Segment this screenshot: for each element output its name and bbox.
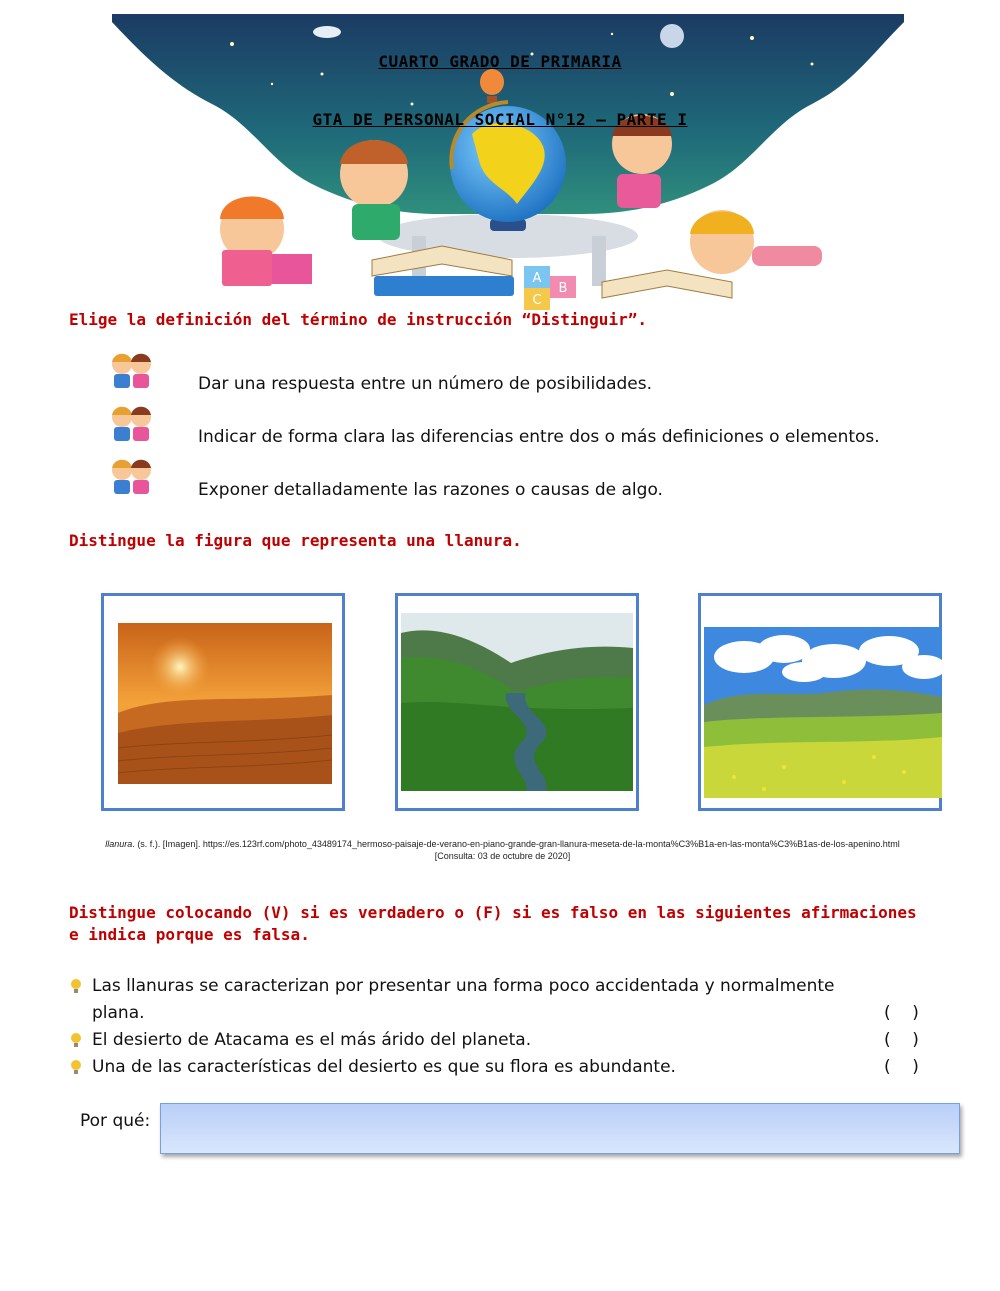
image-credit [95,838,910,862]
plain-image-card[interactable] [698,593,942,811]
block-letter-c: C [532,293,542,308]
question1-title: Elige la definición del término de instrucción “Distinguir”. [69,310,647,329]
guide-title: GTA DE PERSONAL SOCIAL N°12 – PARTE I [312,110,688,129]
statement3-text: Una de las características del desierto es que su flora es abundante. [92,1057,676,1077]
statement1-line2: plana. [92,1003,145,1023]
jungle-photo [401,613,633,791]
option3-text[interactable]: Exponer detalladamente las razones o causas de algo. [198,480,663,500]
option2-kids-icon[interactable] [108,401,156,443]
jungle-river-image-card[interactable] [395,593,639,811]
why-answer-input[interactable] [160,1103,960,1154]
option2-text[interactable]: Indicar de forma clara las diferencias entre dos o más definiciones o elementos. [198,427,880,447]
why-label: Por qué: [80,1111,151,1131]
block-letter-b: B [558,281,568,296]
question3-title: Distingue colocando (V) si es verdadero o (F) si es falso en las siguientes afirmaciones e indica porque es falsa. [69,903,917,944]
block-letter-a: A [532,271,542,286]
statement2-text: El desierto de Atacama es el más árido del planeta. [92,1030,532,1050]
question2-title: Distingue la figura que representa una llanura. [69,531,522,550]
credit-title: llanura [105,839,133,849]
option1-text[interactable]: Dar una respuesta entre un número de posibilidades. [198,374,652,394]
statement1-line1: Las llanuras se caracterizan por presentar una forma poco accidentada y normalmente [92,976,835,996]
desert-photo [118,623,332,784]
plain-photo [704,627,942,798]
credit-reference: . (s. f.). [Imagen]. https://es.123rf.com/photo_43489174_hermoso-paisaje-de-verano-en-piano-grande-gran-llanura-meseta-de-la-monta%C3%B1a-en-las-monta%C3%B1as-de-los-apenino.html [Consulta: 03 de octubre de 2020] [132,839,900,861]
lightbulb-icon [69,978,83,994]
statement1-answer-blank[interactable]: ( ) [884,1003,919,1023]
option3-kids-icon[interactable] [108,454,156,496]
option1-kids-icon[interactable] [108,348,156,390]
desert-image-card[interactable] [101,593,345,811]
statement3-answer-blank[interactable]: ( ) [884,1057,919,1077]
grade-title: CUARTO GRADO DE PRIMARIA [378,52,622,71]
statement2-answer-blank[interactable]: ( ) [884,1030,919,1050]
lightbulb-icon [69,1032,83,1048]
lightbulb-icon [69,1059,83,1075]
